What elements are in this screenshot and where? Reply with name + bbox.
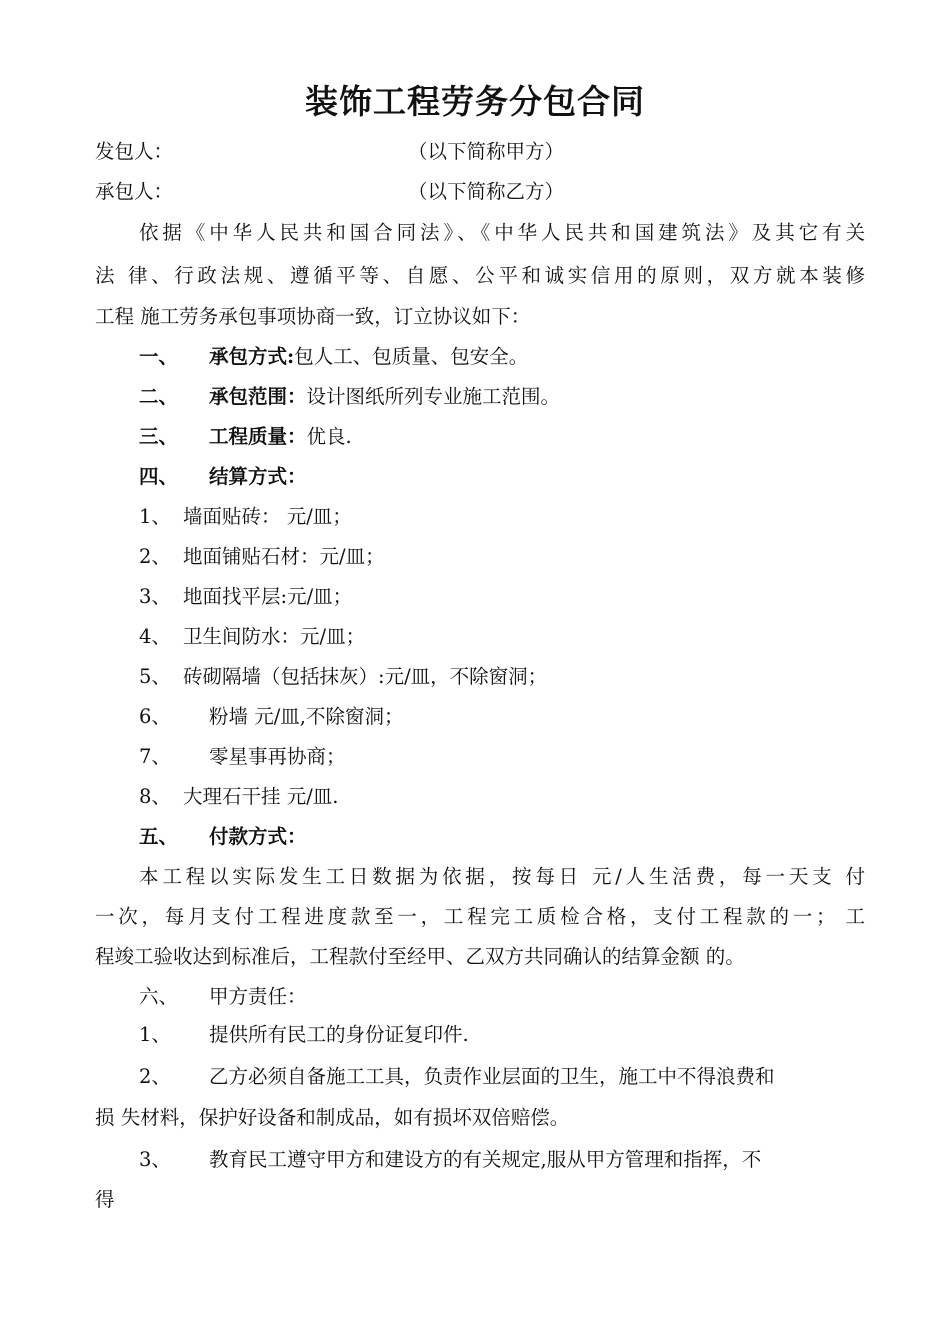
document-title: 装饰工程劳务分包合同 — [305, 82, 645, 121]
section-number: 六、 — [139, 985, 179, 1008]
item-number: 4、 — [139, 625, 171, 648]
issuer-label: 发包人： — [95, 140, 174, 163]
settlement-item-6 — [139, 697, 865, 737]
item-number: 5、 — [139, 665, 171, 688]
item-text: 零星事再协商； — [209, 745, 346, 768]
section-heading: 甲方责任： — [209, 985, 307, 1008]
settlement-item-8 — [139, 777, 865, 817]
item-text: 乙方必须自备施工工具，负责作业层面的卫生，施工中不得浪费和 — [209, 1065, 775, 1088]
issuer-line — [95, 132, 865, 172]
item-text: 粉墙 元/皿,不除窗洞； — [209, 705, 404, 728]
responsibility-item-2 — [139, 1057, 865, 1097]
section-heading: 结算方式： — [209, 465, 307, 488]
item-number: 1、 — [139, 505, 171, 528]
intro-line-2: 法 律、行政法规、遵循平等、自愿、公平和诚实信用的原则，双方就本装修 — [95, 264, 865, 287]
section-number: 四、 — [139, 465, 179, 488]
item-number: 3、 — [139, 1148, 171, 1171]
item-number: 2、 — [139, 1065, 171, 1088]
item-text: 地面铺贴石材：元/皿； — [183, 545, 385, 568]
responsibility-item-3 — [139, 1140, 865, 1180]
contractor-note: （以下简称乙方） — [408, 180, 565, 203]
section-1 — [139, 337, 865, 377]
section-heading: 承包方式: — [209, 345, 295, 368]
responsibility-item-2-cont: 损 失材料，保护好设备和制成品，如有损坏双倍赔偿。 — [95, 1106, 570, 1129]
section-number: 二、 — [139, 385, 179, 408]
section-number: 一、 — [139, 345, 179, 368]
settlement-item-4 — [139, 617, 865, 657]
payment-line-3: 程竣工验收达到标准后，工程款付至经甲、乙双方共同确认的结算金额 的。 — [95, 945, 745, 968]
item-number: 6、 — [139, 705, 171, 728]
responsibility-item-1 — [139, 1015, 865, 1055]
settlement-item-1 — [139, 497, 865, 537]
item-text: 卫生间防水：元/皿； — [183, 625, 366, 648]
item-number: 3、 — [139, 585, 171, 608]
item-text: 墙面贴砖： 元/皿； — [183, 505, 352, 528]
settlement-item-3 — [139, 577, 865, 617]
settlement-item-2 — [139, 537, 865, 577]
section-3 — [139, 417, 865, 457]
item-number: 2、 — [139, 545, 171, 568]
section-text: 设计图纸所列专业施工范围。 — [306, 385, 561, 408]
contractor-label: 承包人： — [95, 180, 174, 203]
contractor-line — [95, 172, 865, 212]
section-6 — [139, 977, 865, 1017]
issuer-note: （以下简称甲方） — [408, 140, 565, 163]
responsibility-item-3-cont: 得 — [95, 1188, 115, 1211]
section-heading: 工程质量： — [209, 425, 307, 448]
settlement-item-5 — [139, 657, 865, 697]
intro-line-3: 工程 施工劳务承包事项协商一致，订立协议如下： — [95, 305, 531, 328]
section-heading: 承包范围： — [209, 385, 307, 408]
payment-line-2: 一次，每月支付工程进度款至一，工程完工质检合格，支付工程款的一； 工 — [95, 905, 865, 928]
section-2 — [139, 377, 865, 417]
item-text: 提供所有民工的身份证复印件. — [209, 1023, 469, 1046]
item-text: 大理石干挂 元/皿. — [183, 785, 339, 808]
section-5 — [139, 817, 865, 857]
section-4 — [139, 457, 865, 497]
section-text: 包人工、包质量、包安全。 — [294, 345, 529, 368]
item-text: 教育民工遵守甲方和建设方的有关规定,服从甲方管理和指挥，不 — [209, 1148, 762, 1171]
section-number: 五、 — [139, 825, 179, 848]
item-text: 砖砌隔墙（包括抹灰）:元/皿，不除窗洞； — [183, 665, 548, 688]
section-text: 优良. — [306, 425, 352, 448]
item-text: 地面找平层:元/皿； — [183, 585, 353, 608]
item-number: 1、 — [139, 1023, 171, 1046]
section-heading: 付款方式： — [209, 825, 307, 848]
payment-line-1: 本工程以实际发生工日数据为依据，按每日 元/人生活费，每一天支 付 — [139, 865, 865, 888]
settlement-item-7 — [139, 737, 865, 777]
item-number: 7、 — [139, 745, 171, 768]
intro-line-1: 依据《中华人民共和国合同法》、《中华人民共和国建筑法》及其它有关 — [139, 221, 865, 244]
item-number: 8、 — [139, 785, 171, 808]
section-number: 三、 — [139, 425, 179, 448]
